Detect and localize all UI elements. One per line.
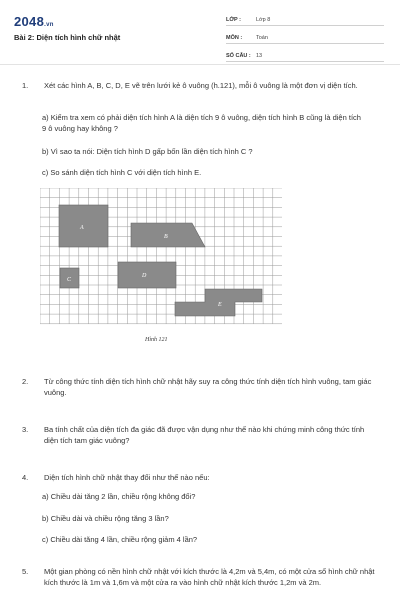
question-number: 3.: [22, 425, 29, 434]
question-number: 2.: [22, 377, 29, 386]
question-4-part-c: c) Chiều dài tăng 4 lần, chiều rộng giảm 4 lần?: [42, 535, 198, 544]
shape-d: [118, 262, 176, 288]
question-1-part-c: c) So sánh diện tích hình C với diện tích hình E.: [42, 168, 202, 177]
meta-value: Toán: [256, 34, 268, 41]
question-text: Ba tính chất của diện tích đa giác đã được vận dụng như thế nào khi chứng minh công thức tính diện tích tam giác vuông?: [44, 425, 365, 445]
question-text: Một gian phòng có nền hình chữ nhật với kích thước là 4,2m và 5,4m, có một cửa sổ hình chữ nhật kích thước là 1m và 1,6m và một cửa ra vào hình chữ nhật kích thước 1,2m và 2m.: [44, 567, 375, 587]
shape-e: [175, 289, 262, 316]
meta-label: LỚP :: [226, 16, 241, 23]
shape-e-label: E: [218, 302, 222, 308]
question-text: Diện tích hình chữ nhật thay đổi như thế nào nếu:: [44, 473, 210, 482]
question-1-part-b: b) Vì sao ta nói: Diện tích hình D gấp bốn lần diện tích hình C ?: [42, 147, 253, 156]
meta-value: Lớp 8: [256, 16, 271, 23]
figure-caption: Hình 121: [145, 337, 168, 343]
meta-row-count: [226, 50, 384, 62]
grid-figure: [40, 188, 282, 331]
meta-row-class: [226, 14, 384, 26]
shape-a-label: A: [80, 225, 84, 231]
meta-info: [226, 14, 384, 68]
shape-d-label: D: [142, 273, 147, 279]
page-header: [0, 0, 400, 62]
shape-a: [59, 205, 108, 247]
question-number: 5.: [22, 567, 29, 576]
question-1-part-a: a) Kiểm tra xem có phải diện tích hình A là diện tích 9 ô vuông, diện tích hình B cũng là diện tích 9 ô vuông hay không ?: [42, 113, 361, 133]
question-number: 1.: [22, 81, 29, 90]
question-text: Xét các hình A, B, C, D, E vẽ trên lưới kẻ ô vuông (h.121), mỗi ô vuông là một đơn vị diện tích.: [44, 81, 358, 90]
shape-c: [60, 268, 79, 288]
grid-svg: [40, 188, 282, 326]
header-divider: [0, 64, 400, 65]
question-text: Từ công thức tính diện tích hình chữ nhật hãy suy ra công thức tính diện tích hình vuông, tam giác vuông.: [44, 377, 372, 397]
shape-b-label: B: [164, 234, 168, 240]
page-title: Bài 2: Diện tích hình chữ nhật: [14, 33, 121, 42]
meta-value: 13: [256, 52, 263, 59]
shape-b: [131, 223, 205, 247]
shape-c-label: C: [67, 277, 72, 283]
meta-label: MÔN :: [226, 34, 243, 41]
question-4-part-a: a) Chiều dài tăng 2 lần, chiều rộng không đổi?: [42, 492, 196, 501]
site-logo[interactable]: 2048.vn: [14, 14, 54, 29]
meta-row-subject: [226, 32, 384, 44]
question-number: 4.: [22, 473, 29, 482]
question-4-part-b: b) Chiều dài và chiều rộng tăng 3 lần?: [42, 514, 169, 523]
meta-label: SỐ CÂU :: [226, 52, 251, 59]
